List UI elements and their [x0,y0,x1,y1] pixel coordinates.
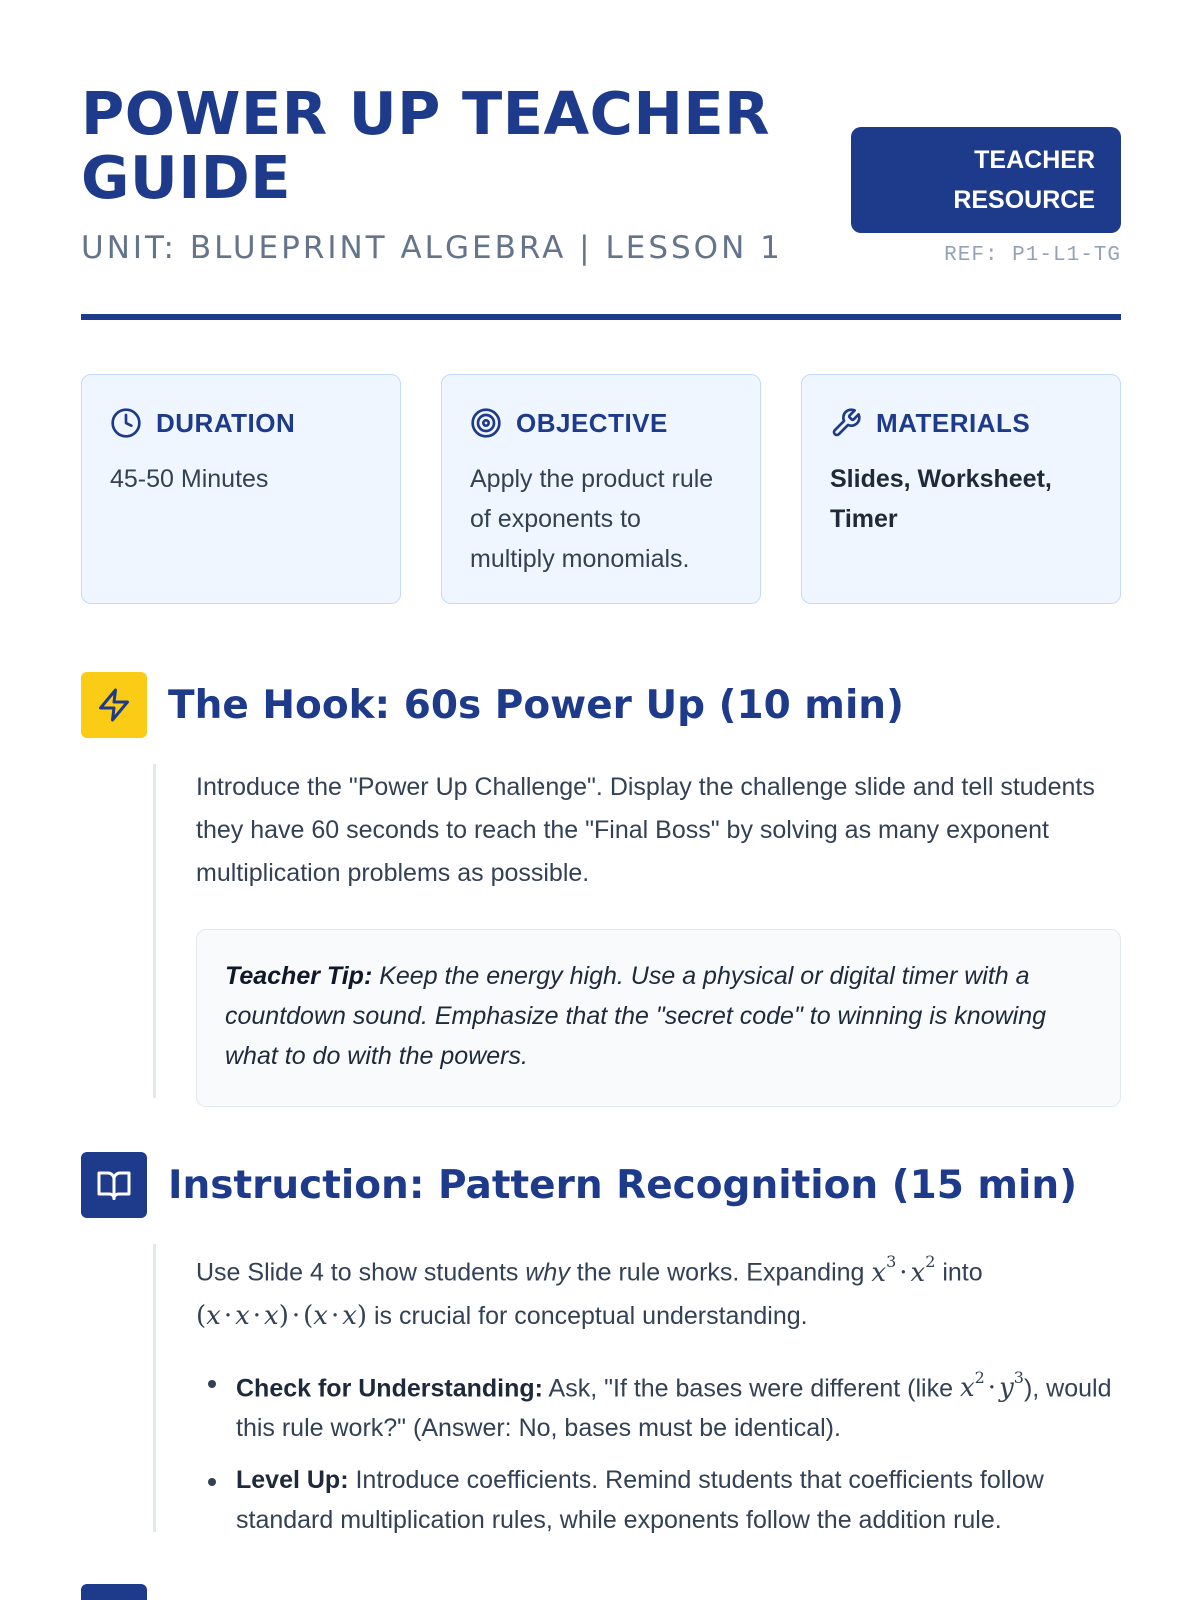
teacher-resource-badge [851,127,1121,233]
page-title: POWER UP TEACHER GUIDE [81,79,771,212]
reference-code: REF: P1-L1-TG [944,244,1121,267]
math-expression-product: $x^3 \cdot x^2$ [871,1252,936,1288]
list-item [196,1362,1121,1449]
instruction-section-header [81,1152,1077,1218]
lightning-icon [96,687,132,723]
instruction-text-4: is crucial for conceptual understanding. [367,1301,808,1330]
teacher-tip [196,929,1121,1107]
instruction-emphasis: why [525,1258,570,1287]
info-cards [81,374,1121,604]
duration-title: DURATION [156,407,296,438]
header [81,0,1121,322]
duration-value: 45-50 Minutes [110,465,269,493]
objective-card [441,374,761,604]
instruction-icon-box [81,1152,147,1218]
next-section-icon-box [81,1584,147,1600]
header-divider [81,314,1121,320]
hook-paragraph: Introduce the "Power Up Challenge". Display the challenge slide and tell students they have 60 seconds to reach the "Final Boss" by solving as many exponent multiplication problems as possible. [196,773,1095,887]
unit-subtitle: UNIT: BLUEPRINT ALGEBRA | LESSON 1 [81,230,783,266]
teacher-guide-page [81,0,1121,1535]
bullet-label-level-up: Level Up: [236,1466,349,1495]
duration-card [81,374,401,604]
materials-title: MATERIALS [876,407,1031,438]
math-expression-different-bases: $x^2 \cdot y^3$ [959,1367,1024,1404]
bullet-text-level-up: Introduce coefficients. Remind students that coefficients follow standard multiplication rules, while exponents follow the addition rule. [236,1466,1044,1535]
instruction-section-title: Instruction: Pattern Recognition (15 min) [168,1162,1078,1208]
list-item [196,1460,1121,1540]
objective-text: Apply the product rule of exponents to multiply monomials. [470,465,714,573]
badge-line-2: RESOURCE [953,186,1095,214]
materials-card [801,374,1121,604]
badge-line-1: TEACHER [974,146,1095,174]
clock-icon [110,407,142,439]
bullet-text-check-b: ), would this rule work?" (Answer: No, bases must be identical). [236,1374,1112,1443]
wrench-icon [830,407,862,439]
bullet-label-check: Check for Understanding: [236,1374,543,1403]
objective-title: OBJECTIVE [516,407,668,438]
instruction-text-1: Use Slide 4 to show students [196,1258,526,1287]
book-icon [96,1167,132,1203]
hook-section-title: The Hook: 60s Power Up (10 min) [168,682,904,728]
instruction-text-3: into [935,1258,983,1287]
hook-section-body [153,764,1121,1098]
teacher-tip-label: Teacher Tip: [225,962,373,990]
bullet-text-check-a: Ask, "If the bases were different (like [542,1374,960,1403]
target-icon [470,407,502,439]
instruction-section-body [153,1244,1121,1535]
teacher-tip-text: Keep the energy high. Use a physical or digital timer with a countdown sound. Emphasize that the "secret code" to winning is knowing what to do with the powers. [225,962,1047,1070]
materials-list: Slides, Worksheet, Timer [830,465,1052,533]
hook-section-header [81,672,904,738]
instruction-bullet-list [196,1362,1121,1541]
instruction-paragraph [196,1244,1121,1338]
instruction-text-2: the rule works. Expanding [569,1258,872,1287]
math-expression-expanded: (x · x · x) · (x · x) [196,1300,368,1331]
hook-icon-box [81,672,147,738]
